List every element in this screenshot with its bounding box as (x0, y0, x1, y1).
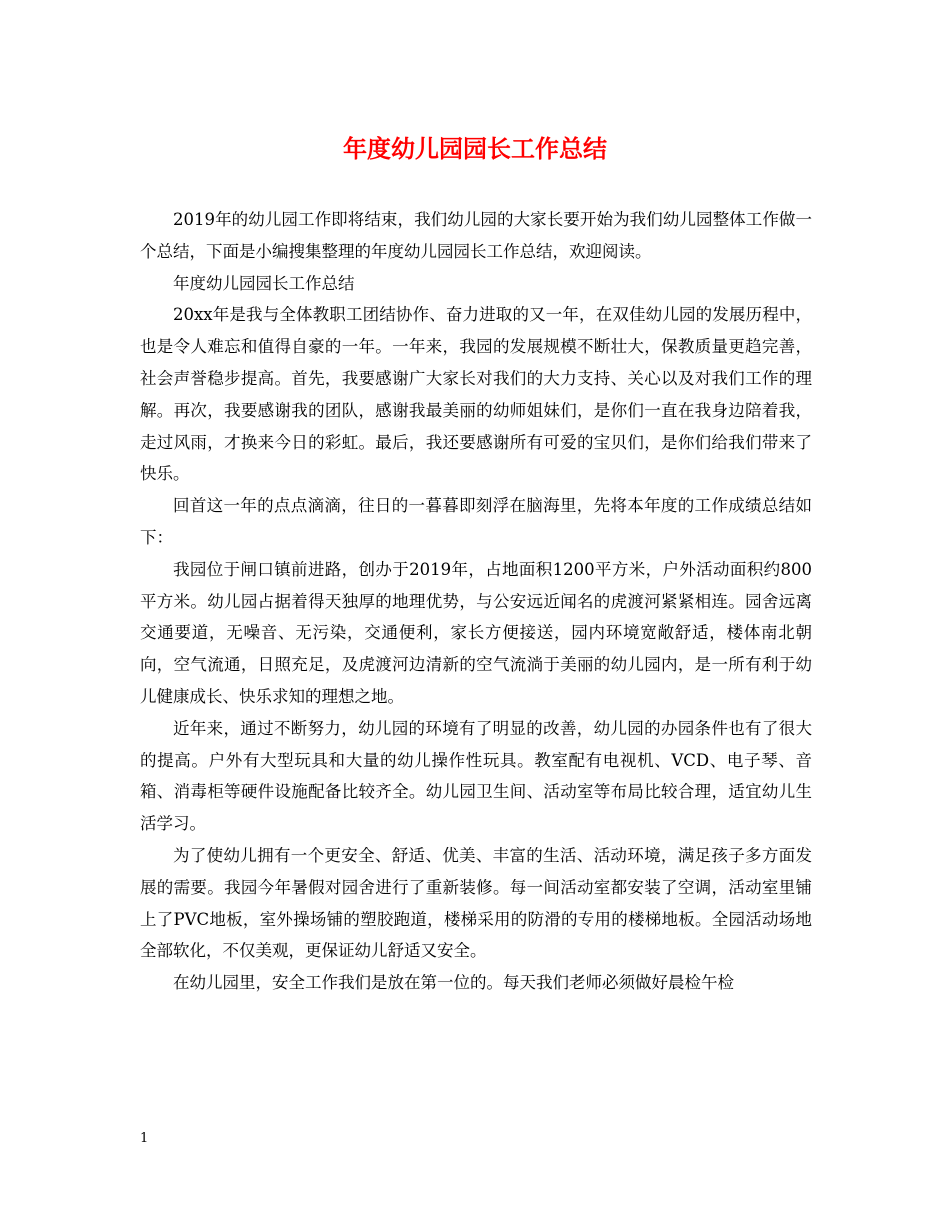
paragraph-intro: 2019年的幼儿园工作即将结束，我们幼儿园的大家长要开始为我们幼儿园整体工作做一个总结，下面是小编搜集整理的年度幼儿园园长工作总结，欢迎阅读。 (140, 210, 812, 261)
paragraph-improvements: 近年来，通过不断努力，幼儿园的环境有了明显的改善，幼儿园的办园条件也有了很大的提高。户外有大型玩具和大量的幼儿操作性玩具。教室配有电视机、VCD、电子琴、音箱、消毒柜等硬件设施配备比较齐全。幼儿园卫生间、活动室等布局比较合理，适宜幼儿生活学习。 (140, 718, 812, 834)
document-body (140, 204, 812, 999)
paragraph-safety: 在幼儿园里，安全工作我们是放在第一位的。每天我们老师必须做好晨检午检 (173, 973, 734, 993)
page-number: 1 (140, 1131, 149, 1146)
paragraph-looking-back: 回首这一年的点点滴滴，往日的一暮暮即刻浮在脑海里，先将本年度的工作成绩总结如下： (140, 496, 812, 547)
paragraph-renovation: 为了使幼儿拥有一个更安全、舒适、优美、丰富的生活、活动环境，满足孩子多方面发展的需要。我园今年暑假对园舍进行了重新装修。每一间活动室都安装了空调，活动室里铺上了PVC地板，室外操场铺的塑胶跑道，楼梯采用的防滑的专用的楼梯地板。全园活动场地全部软化，不仅美观，更保证幼儿舒适又安全。 (140, 845, 812, 961)
page-title: 年度幼儿园园长工作总结 (343, 134, 607, 163)
paragraph-location: 我园位于闸口镇前进路，创办于2019年，占地面积1200平方米，户外活动面积约800平方米。幼儿园占据着得天独厚的地理优势，与公安远近闻名的虎渡河紧紧相连。园舍远离交通要道，无噪音、无污染，交通便利，家长方便接送，园内环境宽敞舒适，楼体南北朝向，空气流通，日照充足，及虎渡河边清新的空气流淌于美丽的幼儿园内，是一所有利于幼儿健康成长、快乐求知的理想之地。 (140, 559, 812, 706)
paragraph-subheading: 年度幼儿园园长工作总结 (173, 273, 355, 293)
paragraph-year-review: 20xx年是我与全体教职工团结协作、奋力进取的又一年，在双佳幼儿园的发展历程中，也是令人难忘和值得自豪的一年。一年来，我园的发展规模不断壮大，保教质量更趋完善，社会声誉稳步提高。首先，我要感谢广大家长对我们的大力支持、关心以及对我们工作的理解。再次，我要感谢我的团队，感谢我最美丽的幼师姐妹们，是你们一直在我身边陪着我，走过风雨，才换来今日的彩虹。最后，我还要感谢所有可爱的宝贝们，是你们给我们带来了快乐。 (140, 305, 812, 484)
